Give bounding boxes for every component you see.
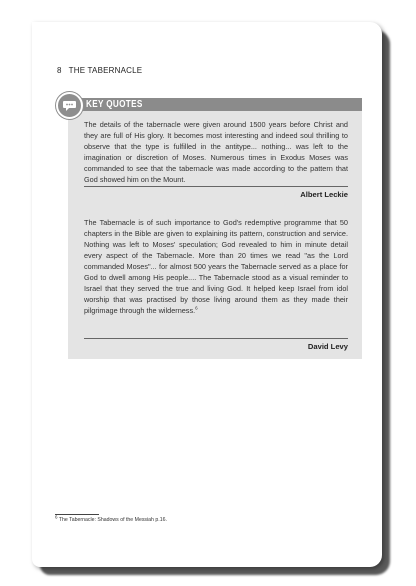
divider <box>84 338 348 339</box>
speech-bubble-icon <box>56 92 83 119</box>
divider <box>84 186 348 187</box>
quote-box <box>68 111 362 359</box>
quote-text <box>84 217 348 316</box>
section-title: KEY QUOTES <box>86 98 143 110</box>
footnote-text: The Tabernacle: Shadows of the Messiah p.16. <box>58 517 167 523</box>
footnote-reference[interactable]: 6 <box>195 305 198 311</box>
running-head <box>57 66 142 75</box>
quote-author: Albert Leckie <box>300 190 348 199</box>
book-page <box>32 22 382 567</box>
footnote-mark: 6 <box>55 514 58 520</box>
footnote-divider <box>55 514 99 515</box>
quote-body: The Tabernacle is of such importance to God's redemptive programme that 50 chapters in the Bible are given to explaining its pattern, construction and service. Nothing was left to Moses' speculation; God revealed to him in minute detail every aspect of the Tabernacle. More than 20 times we read "as the Lord commanded Moses"... for almost 500 years the Tabernacle served as a place for God to dwell among His people.... The Tabernacle stood as a visual reminder to Israel that they served the true and living God. It helped keep Israel from idol worship that was practised by those living around them as they made their pilgrimage through the wilderness. <box>84 218 348 315</box>
page-number: 8 <box>57 66 62 75</box>
footnote <box>55 514 167 523</box>
key-quotes-header <box>68 98 362 111</box>
running-head-title: THE TABERNACLE <box>68 66 143 75</box>
quote-author: David Levy <box>307 342 348 351</box>
quote-text: The details of the tabernacle were given around 1500 years before Christ and they are full of His glory. It becomes most interesting and indeed soul thrilling to observe that the type is fulfilled in the antitype... nothing... was left to the imagination or discretion of Moses. Numerous times in Exodus Moses was commanded to see that the tabernacle was made according to the pattern that God showed him on the Mount. <box>84 120 348 184</box>
